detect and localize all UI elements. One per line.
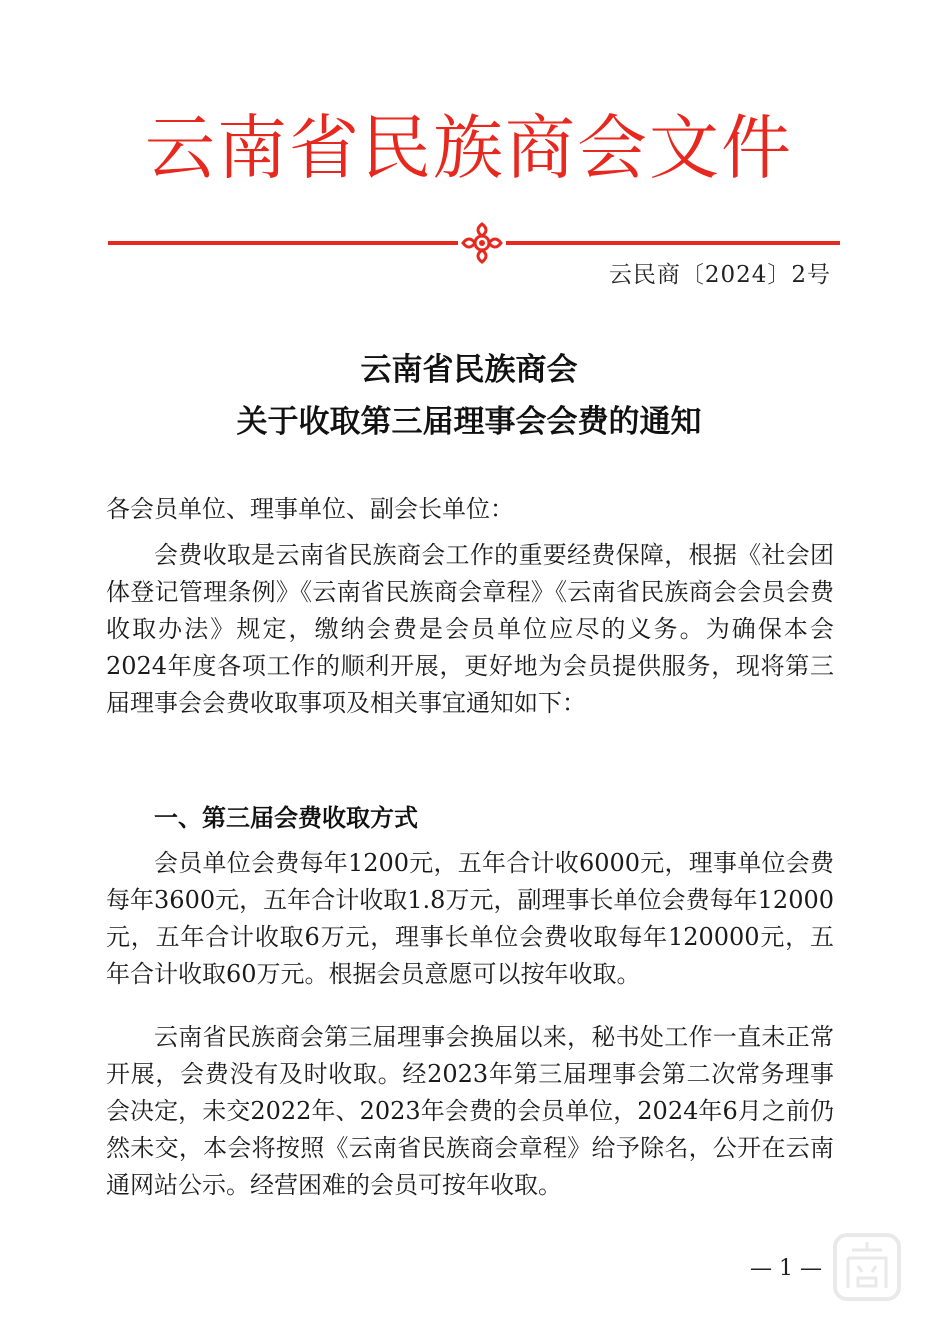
addressee: 各会员单位、理事单位、副会长单位： bbox=[106, 495, 514, 523]
notice-title-line2: 关于收取第三届理事会会费的通知 bbox=[236, 404, 702, 440]
paragraph-fee-schedule: 会员单位会费每年1200元，五年合计收6000元，理事单位会费每年3600元，五年合计收取1.8万元，副理事长单位会费每年12000元，五年合计收取6万元，理事长单位会费收取每年120000元，五年合计收取60万元。根据会员意愿可以按年收取。 bbox=[106, 849, 834, 988]
red-divider-left bbox=[108, 241, 458, 245]
shang-seal-icon bbox=[832, 1232, 902, 1302]
document-header-title: 云南省民族商会文件 bbox=[145, 107, 793, 189]
paragraph-arrears: 云南省民族商会第三届理事会换届以来，秘书处工作一直未正常开展，会费没有及时收取。经2023年第三届理事会第二次常务理事会决定，未交2022年、2023年会费的会员单位，2024年6月之前仍然未交，本会将按照《云南省民族商会章程》给予除名，公开在云南通网站公示。经营困难的会员可按年收取。 bbox=[106, 1023, 834, 1199]
page-number: — 1 — bbox=[750, 1256, 822, 1281]
notice-title-line1: 云南省民族商会 bbox=[360, 352, 578, 388]
ornament-icon bbox=[459, 220, 505, 266]
paragraph-intro: 会费收取是云南省民族商会工作的重要经费保障，根据《社会团体登记管理条例》《云南省民族商会章程》《云南省民族商会会员会费收取办法》规定，缴纳会费是会员单位应尽的义务。为确保本会2024年度各项工作的顺利开展，更好地为会员提供服务，现将第三届理事会会费收取事项及相关事宜通知如下： bbox=[106, 541, 834, 717]
section-heading-1: 一、第三届会费收取方式 bbox=[154, 804, 418, 832]
red-divider-right bbox=[506, 241, 840, 245]
document-number: 云民商〔2024〕2号 bbox=[608, 262, 831, 288]
